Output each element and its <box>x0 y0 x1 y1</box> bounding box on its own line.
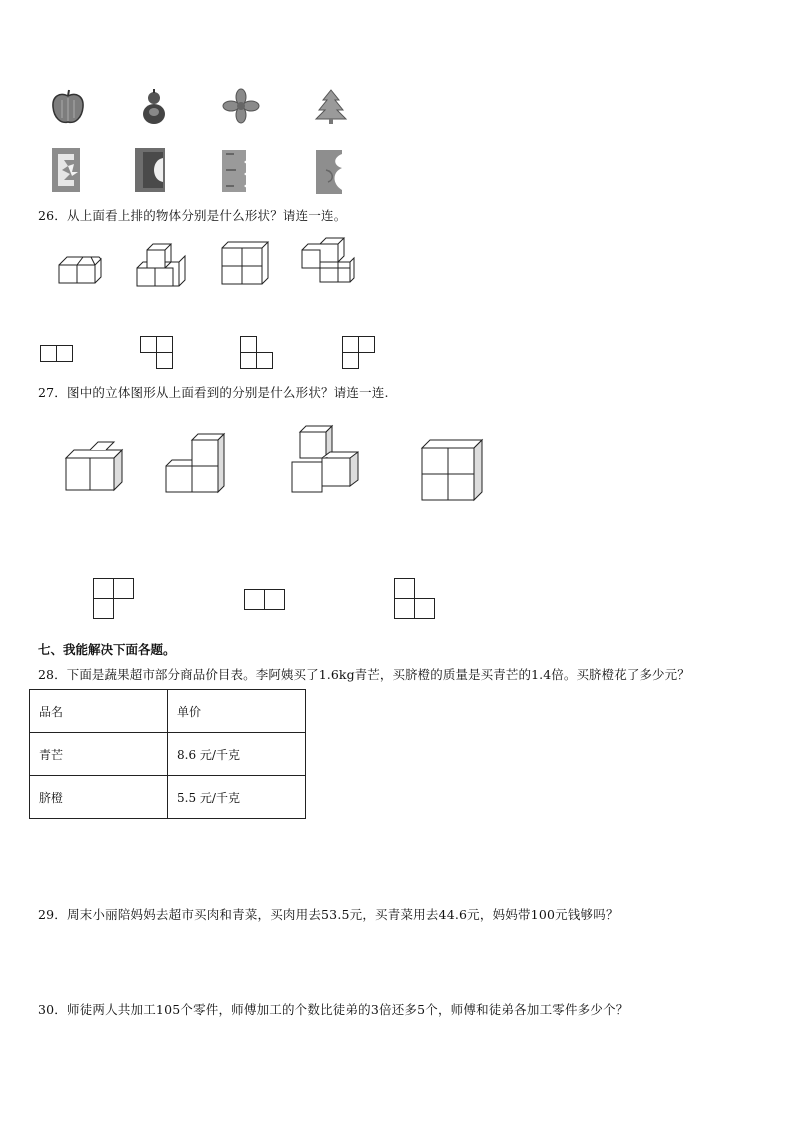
cutout-c-icon <box>135 148 167 192</box>
cube-solid-1 <box>55 245 105 287</box>
question-number: 30． <box>38 1002 68 1017</box>
table-header-cell: 品名 <box>30 690 168 733</box>
top-view-shape-4 <box>342 336 378 372</box>
apple-icon <box>50 88 86 126</box>
question-text: 从上面看上排的物体分别是什么形状？请连一连。 <box>67 208 347 223</box>
question-30 <box>38 1002 628 1018</box>
cube-solid-2 <box>135 240 190 290</box>
question-number: 28． <box>38 667 67 682</box>
question-number: 27． <box>38 385 68 400</box>
cutout-e-icon <box>52 148 82 192</box>
top-view-shape-2 <box>140 336 176 372</box>
question-28 <box>38 667 690 683</box>
question-27 <box>38 385 389 401</box>
question-text: 图中的立体图形从上面看到的分别是什么形状？请连一连. <box>67 385 389 400</box>
table-row <box>30 733 306 776</box>
table-header-cell: 单价 <box>168 690 306 733</box>
table-cell: 青芒 <box>30 733 168 776</box>
table-header-row <box>30 690 306 733</box>
table-row <box>30 776 306 819</box>
table-cell: 8.6 元/千克 <box>168 733 306 776</box>
top-view-c <box>394 578 438 622</box>
top-view-1x2 <box>40 345 76 363</box>
question-26 <box>38 208 346 224</box>
question-text: 下面是蔬果超市部分商品价目表。李阿姨买了1.6kg青芒，买脐橙的质量是买青芒的1.4倍。买脐橙花了多少元？ <box>66 667 690 682</box>
solid-c <box>290 424 362 496</box>
cutout-e-zigzag-icon <box>222 148 252 192</box>
question-number: 29． <box>38 907 68 922</box>
cutout-e-curve-icon <box>316 150 348 194</box>
tree-icon <box>313 88 349 126</box>
flower-icon <box>222 88 260 124</box>
solid-a <box>62 444 128 492</box>
question-29 <box>38 907 619 923</box>
cube-solid-4 <box>300 234 356 286</box>
table-cell: 脐橙 <box>30 776 168 819</box>
section-title: 七、我能解决下面各题。 <box>38 642 176 657</box>
top-view-b <box>244 589 288 611</box>
question-text: 师徒两人共加工105个零件，师傅加工的个数比徒弟的3倍还多5个，师傅和徒弟各加工零件多少个？ <box>67 1002 629 1017</box>
top-view-shape-3 <box>240 336 276 372</box>
table-cell: 5.5 元/千克 <box>168 776 306 819</box>
gourd-icon <box>139 88 169 126</box>
question-text: 周末小丽陪妈妈去超市买肉和青菜，买肉用去53.5元，买青菜用去44.6元，妈妈带100元钱够吗？ <box>67 907 619 922</box>
price-table <box>29 689 306 819</box>
solid-b <box>164 432 226 494</box>
solid-d <box>420 438 484 502</box>
question-number: 26． <box>38 208 68 223</box>
top-view-a <box>93 578 137 622</box>
cube-solid-3 <box>220 240 272 286</box>
